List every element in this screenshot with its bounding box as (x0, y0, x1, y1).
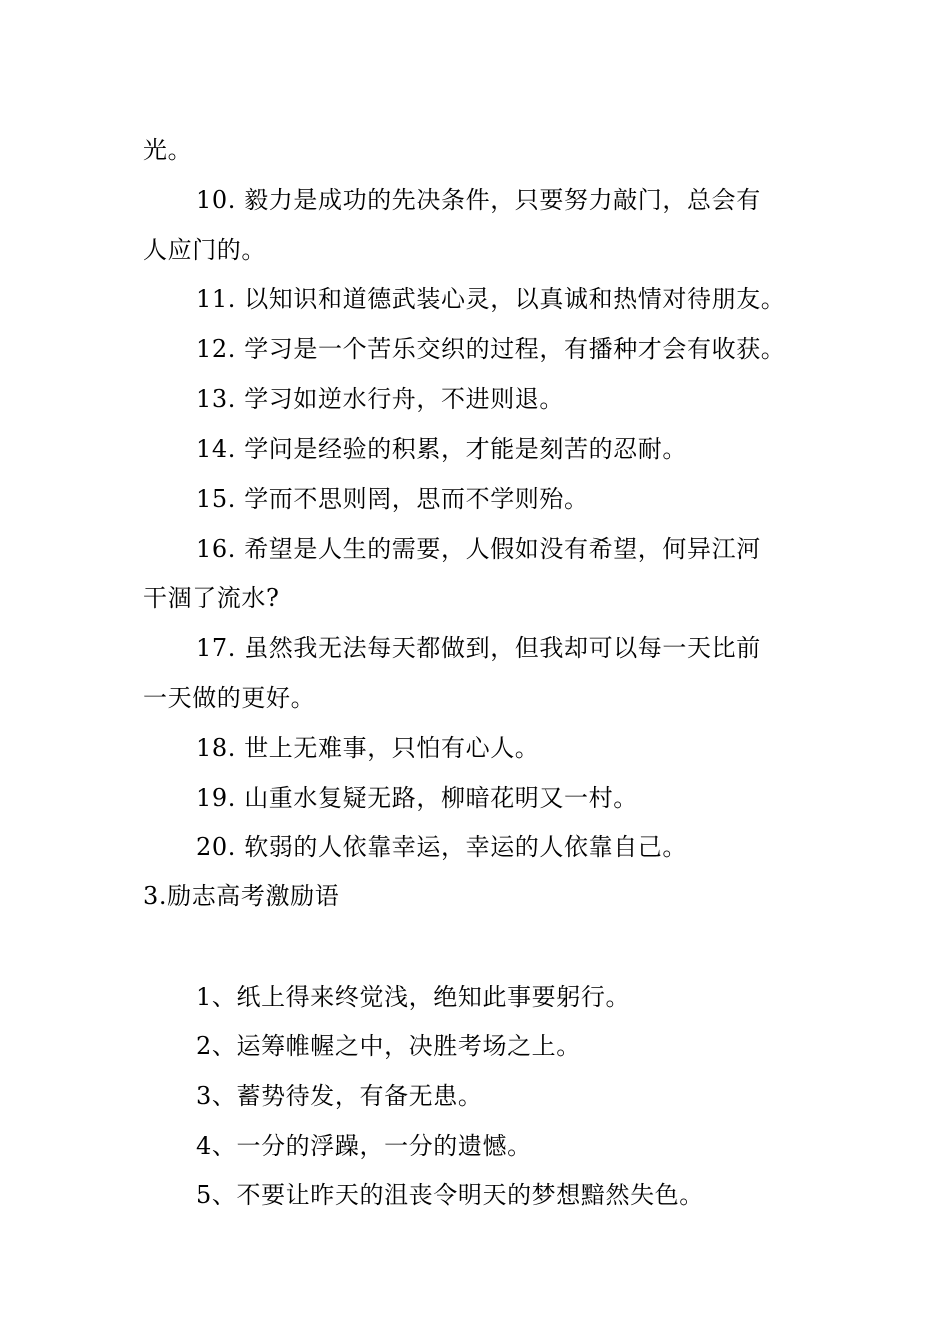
quote-item-10-continuation: 人应门的。 (143, 236, 266, 264)
motto-item-5: 5、不要让昨天的沮丧令明天的梦想黯然失色。 (196, 1181, 704, 1209)
quote-item-15: 15. 学而不思则罔，思而不学则殆。 (196, 485, 589, 513)
motto-item-3: 3、蓄势待发，有备无患。 (196, 1082, 483, 1110)
section-heading: 3.励志高考激励语 (143, 882, 340, 910)
quote-item-17-continuation: 一天做的更好。 (143, 684, 316, 712)
quote-item-12: 12. 学习是一个苦乐交织的过程，有播种才会有收获。 (196, 335, 786, 363)
quote-item-17: 17. 虽然我无法每天都做到，但我却可以每一天比前 (196, 634, 761, 662)
quote-item-11: 11. 以知识和道德武装心灵，以真诚和热情对待朋友。 (196, 285, 786, 313)
quote-item-18: 18. 世上无难事，只怕有心人。 (196, 734, 540, 762)
motto-item-2: 2、运筹帷幄之中，决胜考场之上。 (196, 1032, 581, 1060)
motto-item-1: 1、纸上得来终觉浅，绝知此事要躬行。 (196, 983, 631, 1011)
quote-item-19: 19. 山重水复疑无路，柳暗花明又一村。 (196, 784, 638, 812)
motto-item-4: 4、一分的浮躁，一分的遗憾。 (196, 1132, 532, 1160)
text-line-continuation: 光。 (143, 136, 193, 164)
quote-item-14: 14. 学问是经验的积累，才能是刻苦的忍耐。 (196, 435, 687, 463)
quote-item-10: 10. 毅力是成功的先决条件，只要努力敲门，总会有 (196, 186, 761, 214)
quote-item-20: 20. 软弱的人依靠幸运，幸运的人依靠自己。 (196, 833, 687, 861)
quote-item-16-continuation: 干涸了流水? (143, 584, 280, 612)
quote-item-13: 13. 学习如逆水行舟，不进则退。 (196, 385, 564, 413)
quote-item-16: 16. 希望是人生的需要，人假如没有希望，何异江河 (196, 535, 761, 563)
